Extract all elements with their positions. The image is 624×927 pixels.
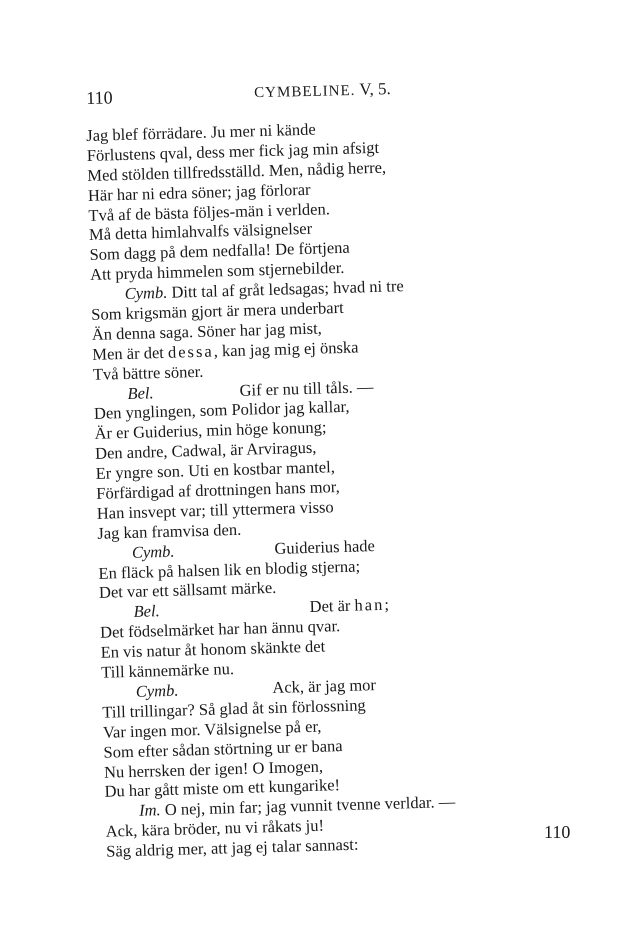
line-text: , kan jag mig ej önska [213,337,359,361]
line-text: En vis natur åt honom skänkte det [100,636,326,662]
line-text: Som dagg på dem nedfalla! De förtjena [89,238,351,265]
line-text: Med stölden tillfredsställd. Men, nådig herre, [87,157,387,185]
line-text: Här har ni edra söner; jag förlorar [87,179,311,205]
line-text: Guiderius hade [274,535,376,558]
line-text: Det var ett sällsamt märke. [98,578,277,603]
line-text: Ditt tal af gråt ledsagas; hvad ni tre [167,276,404,302]
line-text: Det födselmärket har han ännu qvar. [99,616,341,643]
line-text: Som krigsmän gjort är mera underbart [90,297,344,324]
running-title-text: CYMBELINE. [254,82,356,102]
line-text: Som efter sådan störtning ur er bana [103,735,343,762]
line-text: Ack, kära bröder, nu vi råkats ju! [105,815,325,841]
speaker-name: Bel. [133,601,160,622]
line-text: Att pryda himmelen som stjernebilder. [89,258,345,285]
speaker-name: Cymb. [131,541,175,562]
line-text: Ack, är jag mor [272,675,377,697]
speaker-name: Im. [138,800,161,821]
line-text-pre: Det är [309,596,355,617]
speaker-name: Cymb. [124,282,168,304]
line-text: Nu herrsken der igen! O Imogen, [103,756,324,782]
line-text-pre: Men är det [92,342,169,364]
line-text: ; [384,595,390,615]
line-text: Gif er nu till tåls. — [239,376,374,400]
line-text: Två bättre söner. [92,361,204,384]
line-text: Den andre, Cadwal, är Arviragus, [94,437,317,464]
line-text: Är er Guiderius, min höge konung; [94,417,327,444]
header-page-number: 110 [86,87,113,108]
line-text: Jag blef förrädare. Ju mer ni kände [86,119,316,145]
line-text: Till kännemärke nu. [100,659,235,682]
emphasized-word: han [354,595,385,616]
line-text: Den ynglingen, som Polidor jag kallar, [93,397,350,424]
line-text: En fläck på halsen lik en blodig stjerna; [98,556,361,583]
line-text: Må detta himlahvalfs välsignelser [88,219,313,245]
act-scene: V, 5. [359,79,391,99]
line-text: Var ingen mor. Välsignelse på er, [102,716,322,742]
page-header [86,76,507,114]
line-text: Förlustens qval, dess mer fick jag min afsigt [86,137,380,165]
line-text: Två af de bästa följes-män i verlden. [88,198,331,225]
speaker-name: Bel. [127,382,154,403]
line-text: Förfärdigad af drottningen hans mor, [95,477,341,503]
footer-page-number: 110 [544,822,571,842]
emphasized-word: dessa [167,341,214,362]
line-text: Du har gått miste om ett kungarike! [104,775,341,802]
line-text: O nej, min far; jag vunnit tvenne verldar. — [160,792,456,820]
line-text: Jag kan framvisa den. [97,519,242,543]
line-text: Till trillingar? Så glad åt sin förlossning [102,695,366,722]
line-text: Säg aldrig mer, att jag ej talar sannast: [105,834,359,861]
line-text: Än denna saga. Söner har jag mist, [91,318,323,344]
speaker-name: Cymb. [135,680,179,701]
play-text [86,114,546,862]
running-title [254,79,391,102]
line-text: Han insvept var; till yttermera visso [96,497,334,523]
line-text: Er yngre son. Uti en kostbar mantel, [95,457,336,484]
